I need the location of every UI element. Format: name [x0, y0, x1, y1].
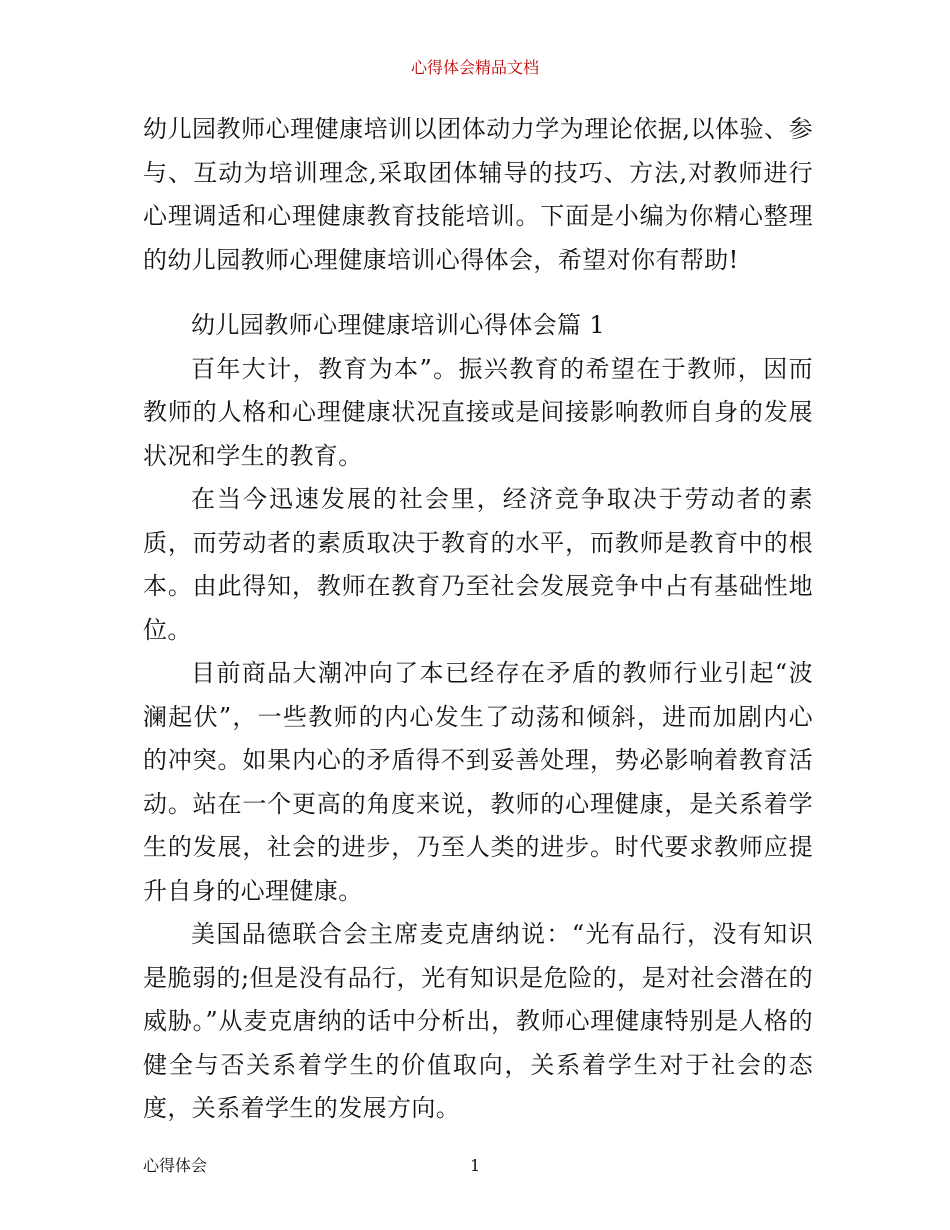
document-body — [143, 108, 813, 1131]
body-paragraph-1: 百年大计，教育为本”。振兴教育的希望在于教师，因而教师的人格和心理健康状况直接或是间接影响教师自身的发展状况和学生的教育。 — [143, 354, 813, 470]
section-title: 幼儿园教师心理健康培训心得体会篇 1 — [191, 311, 606, 339]
body-paragraph-4: 美国品德联合会主席麦克唐纳说：“光有品行，没有知识是脆弱的;但是没有品行，光有知识是危险的，是对社会潜在的威胁。”从麦克唐纳的话中分析出，教师心理健康特别是人格的健全与否关系着学生的价值取向，关系着学生对于社会的态度，关系着学生的发展方向。 — [143, 920, 813, 1122]
footer-label: 心得体会 — [143, 1156, 208, 1175]
document-header: 心得体会精品文档 — [410, 58, 539, 77]
intro-paragraph: 幼儿园教师心理健康培训以团体动力学为理论依据,以体验、参与、互动为培训理念,采取团体辅导的技巧、方法,对教师进行心理调适和心理健康教育技能培训。下面是小编为你精心整理的幼儿园教师心理健康培训心得体会，希望对你有帮助! — [143, 115, 813, 274]
page-number: 1 — [470, 1156, 481, 1175]
body-paragraph-3: 目前商品大潮冲向了本已经存在矛盾的教师行业引起“波澜起伏”，一些教师的内心发生了动荡和倾斜，进而加剧内心的冲突。如果内心的矛盾得不到妥善处理，势必影响着教育活动。站在一个更高的角度来说，教师的心理健康，是关系着学生的发展，社会的进步，乃至人类的进步。时代要求教师应提升自身的心理健康。 — [143, 659, 813, 905]
body-paragraph-2: 在当今迅速发展的社会里，经济竞争取决于劳动者的素质，而劳动者的素质取决于教育的水平，而教师是教育中的根本。由此得知，教师在教育乃至社会发展竞争中占有基础性地位。 — [143, 485, 813, 644]
